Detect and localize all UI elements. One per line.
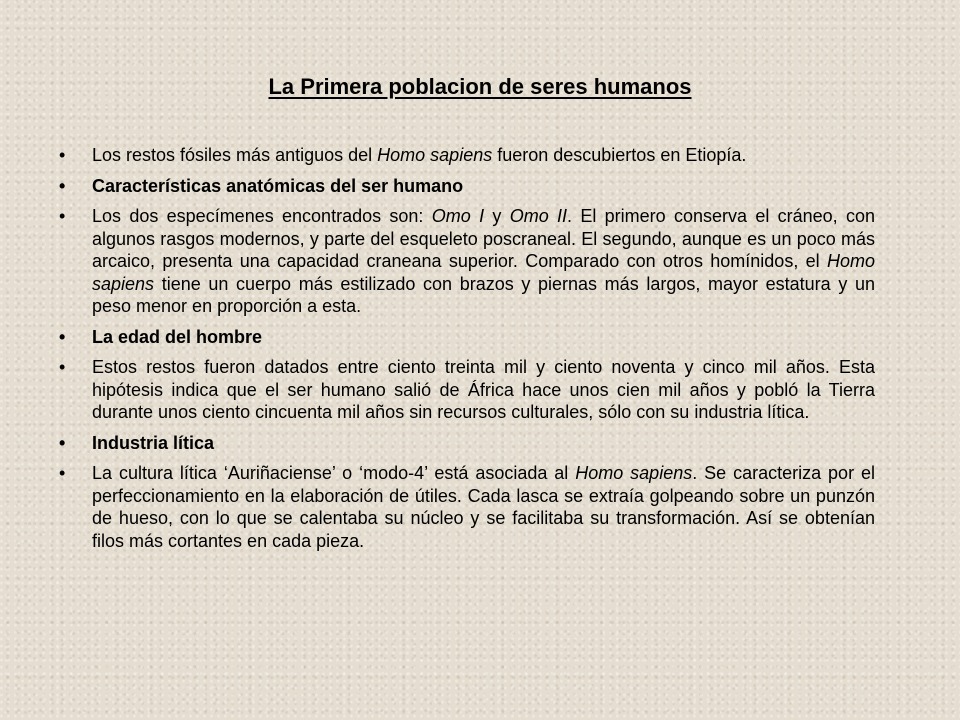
bullet-text: Estos restos fueron datados entre ciento treinta mil y ciento noventa y cinco mil años. Esta hipótesis indica que el ser humano salió de África hace unos cien mil años y pobló la Tierra durante unos ciento cincuenta mil años sin recursos culturales, sólo con su industria lítica. [92, 357, 875, 422]
bullet-icon: • [59, 145, 66, 165]
bullet-icon: • [59, 326, 66, 347]
bullet-heading-age [55, 326, 875, 349]
bullet-text: Los restos fósiles más antiguos del Homo sapiens fueron descubiertos en Etiopía. [92, 145, 747, 165]
bullet-heading-text: Características anatómicas del ser humano [92, 175, 464, 196]
bullet-item-culture [55, 462, 875, 552]
bullet-list [55, 144, 875, 560]
bullet-icon: • [59, 463, 66, 483]
bullet-item-dating [55, 356, 875, 424]
bullet-icon: • [59, 206, 66, 226]
bullet-icon: • [59, 432, 66, 453]
bullet-heading-text: Industria lítica [92, 432, 215, 453]
bullet-item-fossils [55, 144, 875, 167]
bullet-heading-text: La edad del hombre [92, 326, 263, 347]
bullet-icon: • [59, 175, 66, 196]
bullet-text: Los dos especímenes encontrados son: Omo I y Omo II. El primero conserva el cráneo, con algunos rasgos modernos, y parte del esqueleto poscraneal. El segundo, aunque es un poco más arcaico, presenta una capacidad craneana superior. Comparado con otros homínidos, el Homo sapiens tiene un cuerpo más estilizado con brazos y piernas más largos, mayor estatura y un peso menor en proporción a esta. [92, 206, 876, 316]
bullet-heading-anatomy [55, 175, 875, 198]
slide-title: La Primera poblacion de seres humanos [268, 74, 692, 99]
bullet-heading-lithic [55, 432, 875, 455]
bullet-item-specimens [55, 205, 875, 318]
bullet-icon: • [59, 357, 66, 377]
bullet-text: La cultura lítica ‘Auriñaciense’ o ‘modo-4’ está asociada al Homo sapiens. Se caracteriza por el perfeccionamiento en la elaboración de útiles. Cada lasca se extraía golpeando sobre un punzón de hueso, con lo que se calentaba su núcleo y se facilitaba su transformación. Así se obtenían filos más cortantes en cada pieza. [92, 463, 875, 551]
